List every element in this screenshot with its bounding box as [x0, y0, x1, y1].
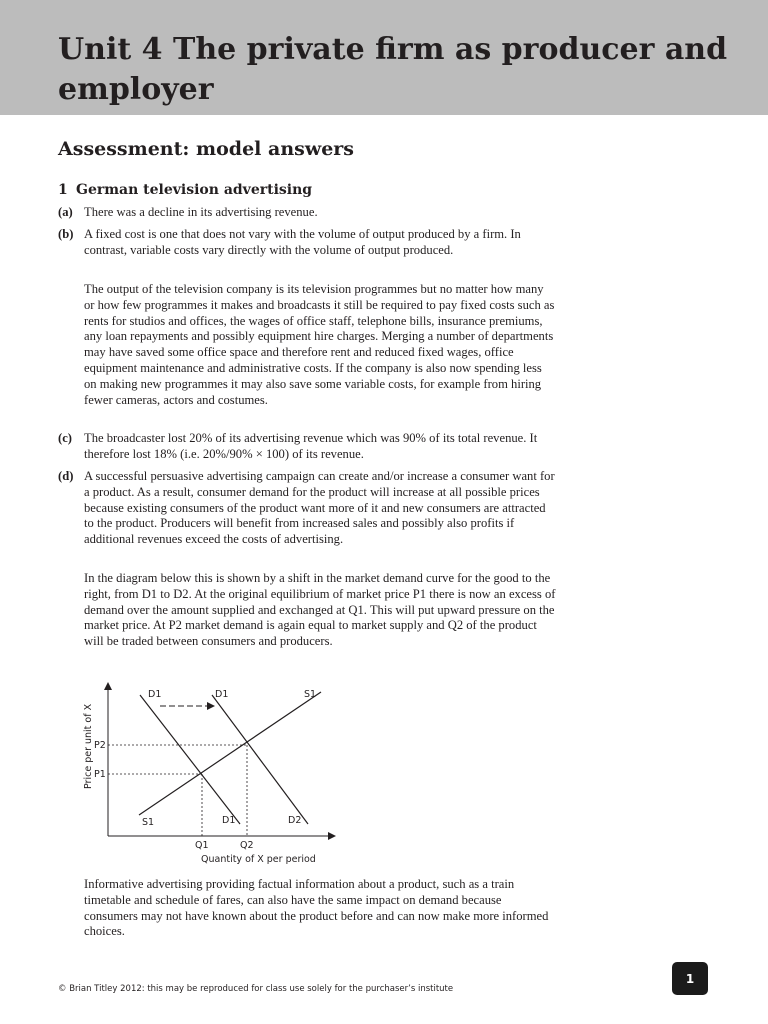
- question-title-text: German television advertising: [76, 182, 313, 198]
- answer-b-text-1: A fixed cost is one that does not vary with the volume of output produced by a firm. In contrast, variable costs vary directly with the volume of output produced.: [84, 227, 521, 257]
- answer-d-text-2: In the diagram below this is shown by a shift in the market demand curve for the good to the right, from D1 to D2. At the original equilibrium of market price P1 there is now an excess of demand over the amount supplied and exchanged at Q1. This will put upward pressure on the market price. At P2 market demand is again equal to market supply and Q2 of the product will be traded between consumers and producers.: [84, 571, 556, 649]
- answer-a-text: There was a decline in its advertising revenue.: [84, 205, 318, 219]
- x-axis-title: Quantity of X per period: [201, 854, 316, 865]
- copyright-footer: © Brian Titley 2012: this may be reproduced for class use solely for the purchaser’s institute: [58, 984, 454, 994]
- section-title: Assessment: model answers: [58, 138, 354, 160]
- answer-b-label: (b): [58, 227, 74, 241]
- question-number: 1: [58, 182, 68, 198]
- demand-curve-d2: [212, 695, 308, 824]
- label-d1-bottom: D1: [222, 815, 236, 826]
- label-s1-top: S1: [304, 689, 317, 700]
- page-number-badge: [672, 962, 708, 995]
- label-d2-bottom: D2: [288, 815, 302, 826]
- answer-c-label: (c): [58, 431, 72, 445]
- question-title: [58, 181, 312, 199]
- label-s1-bottom: S1: [142, 817, 155, 828]
- answer-c-text: The broadcaster lost 20% of its advertising revenue which was 90% of its total revenue. It therefore lost 18% (i.e. 20%/90% × 100) of its revenue.: [84, 431, 538, 461]
- supply-curve-s1: [139, 692, 321, 815]
- supply-demand-diagram: [68, 672, 368, 872]
- label-q1: Q1: [195, 840, 209, 851]
- label-p2: P2: [94, 740, 106, 751]
- answer-a-label: (a): [58, 205, 73, 219]
- supply-demand-svg: [68, 672, 368, 872]
- unit-title: Unit 4 The private firm as producer and employer: [58, 32, 728, 107]
- label-d1-top: D1: [148, 689, 162, 700]
- y-axis-title: Price per unit of X: [83, 703, 94, 789]
- answer-d-text-1: A successful persuasive advertising campaign can create and/or increase a consumer want for a product. As a result, consumer demand for the product will increase at all possible prices because existing consumers of the product want more of it and new consumers are attracted to the product. Producers will benefit from increased sales and possibly also profits if additional revenues exceed the costs of advertising.: [84, 469, 555, 547]
- label-q2: Q2: [240, 840, 254, 851]
- page-number: 1: [685, 971, 695, 986]
- answer-d-label: (d): [58, 469, 74, 483]
- header-band: [0, 0, 768, 115]
- answer-b-text-2: The output of the television company is its television programmes but no matter how many or how few programmes it makes and broadcasts it still be required to pay fixed costs such as rents for studios and offices, the wages of office staff, telephone bills, insurance premiums, any loan repayments and possibly equipment hire charges. Merging a number of departments may have saved some office space and therefore rent and reduced fixed wages, office equipment maintenance and administrative costs. If the company is also now spending less on making new programmes it may also save some variable costs, for example from hiring fewer cameras, actors and costumes.: [84, 282, 555, 407]
- label-p1: P1: [94, 769, 106, 780]
- answer-d-text-3: Informative advertising providing factual information about a product, such as a train timetable and schedule of fares, can also have the same impact on demand because consumers may not have known about the product before and can now make more informed choices.: [84, 877, 549, 939]
- label-d1-shift: D1: [215, 689, 229, 700]
